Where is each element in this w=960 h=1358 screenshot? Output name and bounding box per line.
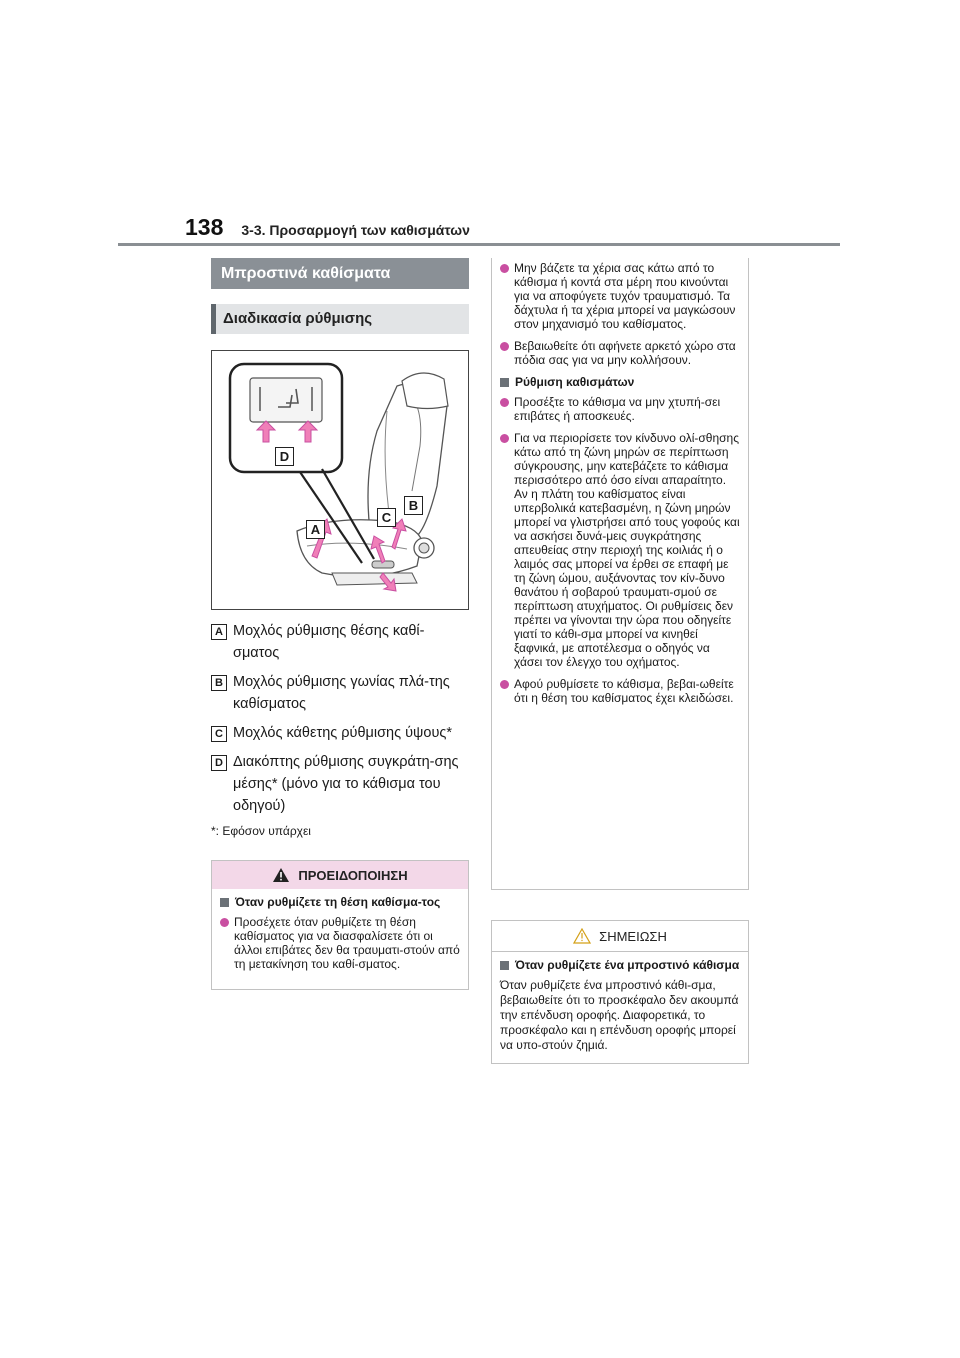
warning-bullet xyxy=(500,261,740,331)
bullet-dot-icon xyxy=(220,918,229,927)
square-bullet-icon xyxy=(220,898,229,907)
warning-continued xyxy=(491,258,749,890)
chapter-title: 3-3. Προσαρμογή των καθισμάτων xyxy=(241,222,470,238)
bullet-dot-icon xyxy=(500,264,509,273)
callout-d: D xyxy=(275,447,294,466)
legend-text: Μοχλός ρύθμισης θέσης καθί-σματος xyxy=(233,623,425,661)
bullet-dot-icon xyxy=(500,342,509,351)
figure-legend xyxy=(211,620,469,817)
subsection-title: Διαδικασία ρύθμισης xyxy=(211,304,469,334)
callout-a: A xyxy=(306,520,325,539)
right-column xyxy=(491,258,749,1064)
bullet-text: Αφού ρυθμίσετε το κάθισμα, βεβαι-ωθείτε ότι η θέση του καθίσματος έχει κλειδώσει. xyxy=(514,677,734,705)
warning-heading-text: Όταν ρυθμίζετε τη θέση καθίσμα-τος xyxy=(235,895,441,909)
seat-diagram-svg xyxy=(212,351,468,609)
callout-c: C xyxy=(377,508,396,527)
bullet-dot-icon xyxy=(500,398,509,407)
bullet-text: Μην βάζετε τα χέρια σας κάτω από το κάθισμα ή κοντά στα μέρη που κινούνται για να αποφύγετε τυχόν τραυματισμό. Τα δάχτυλα ή τα χέρια μπορεί να μαγκώσουν στον μηχανισμό του καθίσματος. xyxy=(514,261,736,331)
seat-adjust-heading xyxy=(500,375,740,389)
notice-heading xyxy=(500,958,740,972)
notice-title: ΣΗΜΕΙΩΣΗ xyxy=(599,928,667,944)
warning-title: ΠΡΟΕΙΔΟΠΟΙΗΣΗ xyxy=(298,867,408,883)
square-bullet-icon xyxy=(500,378,509,387)
legend-item xyxy=(211,671,469,715)
legend-letter: A xyxy=(211,624,227,640)
notice-header xyxy=(492,921,748,952)
seat-illustration xyxy=(211,350,469,610)
warning-header xyxy=(212,861,468,889)
square-bullet-icon xyxy=(500,961,509,970)
legend-item xyxy=(211,620,469,664)
page-number: 138 xyxy=(185,214,224,240)
bullet-dot-icon xyxy=(500,680,509,689)
notice-triangle-icon xyxy=(573,928,591,944)
notice-body xyxy=(492,952,748,1063)
legend-letter: B xyxy=(211,675,227,691)
warning-bullet xyxy=(220,915,460,971)
left-column xyxy=(211,258,469,990)
notice-text: Όταν ρυθμίζετε ένα μπροστινό κάθι-σμα, βεβαιωθείτε ότι το προσκέφαλο δεν ακουμπά την επένδυση οροφής. Διαφορετικά, το προσκέφαλο και η επένδυση οροφής μπορεί να υπο-στούν ζημιά. xyxy=(500,978,739,1052)
legend-item xyxy=(211,751,469,817)
footnote: *: Εφόσον υπάρχει xyxy=(211,824,311,838)
bullet-dot-icon xyxy=(500,434,509,443)
legend-text: Διακόπτης ρύθμισης συγκράτη-σης μέσης* (μόνο για το κάθισμα του οδηγού) xyxy=(233,754,459,814)
section-title: Μπροστινά καθίσματα xyxy=(211,258,469,289)
legend-letter: C xyxy=(211,726,227,742)
bullet-text: Προσέξτε το κάθισμα να μην χτυπή-σει επιβάτες ή αποσκευές. xyxy=(514,395,721,423)
warning-triangle-icon xyxy=(272,867,290,883)
notice-heading-text: Όταν ρυθμίζετε ένα μπροστινό κάθισμα xyxy=(515,958,740,972)
notice-box xyxy=(491,920,749,1064)
warning-bullet xyxy=(500,431,740,669)
seat-adjust-heading-text: Ρύθμιση καθισμάτων xyxy=(515,375,635,389)
warning-bullet xyxy=(500,395,740,423)
bullet-text: Για να περιορίσετε τον κίνδυνο ολί-σθησης κάτω από τη ζώνη μηρών σε περίπτωση σύγκρουσης, μην κατεβάζετε το κάθισμα περισσότερο από όσο είναι απαραίτητο. Αν η πλάτη του καθίσματος είναι υπερβολικά κατεβασμένη, η ζώνη μηρών μπορεί να γλιστρήσει από τους γοφούς και να ασκήσει δυνά-μεις συγκράτησης απευθείας στην περιοχή της κοιλιάς ή ο λαιμός σας μπορεί να έρθει σε επαφή με τη ζώνη ώμου, αυξάνοντας τον κίν-δυνο θανάτου ή σοβαρού τραυματι-σμού σε περίπτωση ατυχήματος. Οι ρυθμίσεις δεν πρέπει να γίνονται την ώρα που οδηγείτε γιατί το κάθι-σμα μπορεί να κινηθεί ξαφνικά, με αποτέλεσμα ο οδηγός να χάσει τον έλεγχο του οχήματος. xyxy=(514,431,740,669)
bullet-text: Βεβαιωθείτε ότι αφήνετε αρκετό χώρο στα πόδια σας για να μην κολλήσουν. xyxy=(514,339,736,367)
callout-b: B xyxy=(404,496,423,515)
legend-text: Μοχλός ρύθμισης γωνίας πλά-της καθίσματος xyxy=(233,674,450,712)
warning-box xyxy=(211,860,469,990)
warning-body xyxy=(212,889,468,989)
warning-bullet xyxy=(500,677,740,705)
bullet-text: Προσέχετε όταν ρυθμίζετε τη θέση καθίσματος για να διασφαλίσετε ότι οι άλλοι επιβάτες δεν θα τραυματι-στούν από τη μετακίνηση του καθί-σματος. xyxy=(234,915,460,971)
legend-item xyxy=(211,722,469,744)
page-header xyxy=(185,214,470,241)
header-divider xyxy=(118,243,840,246)
legend-text: Μοχλός κάθετης ρύθμισης ύψους* xyxy=(233,725,453,741)
warning-bullet xyxy=(500,339,740,367)
legend-letter: D xyxy=(211,755,227,771)
warning-heading xyxy=(220,895,460,909)
